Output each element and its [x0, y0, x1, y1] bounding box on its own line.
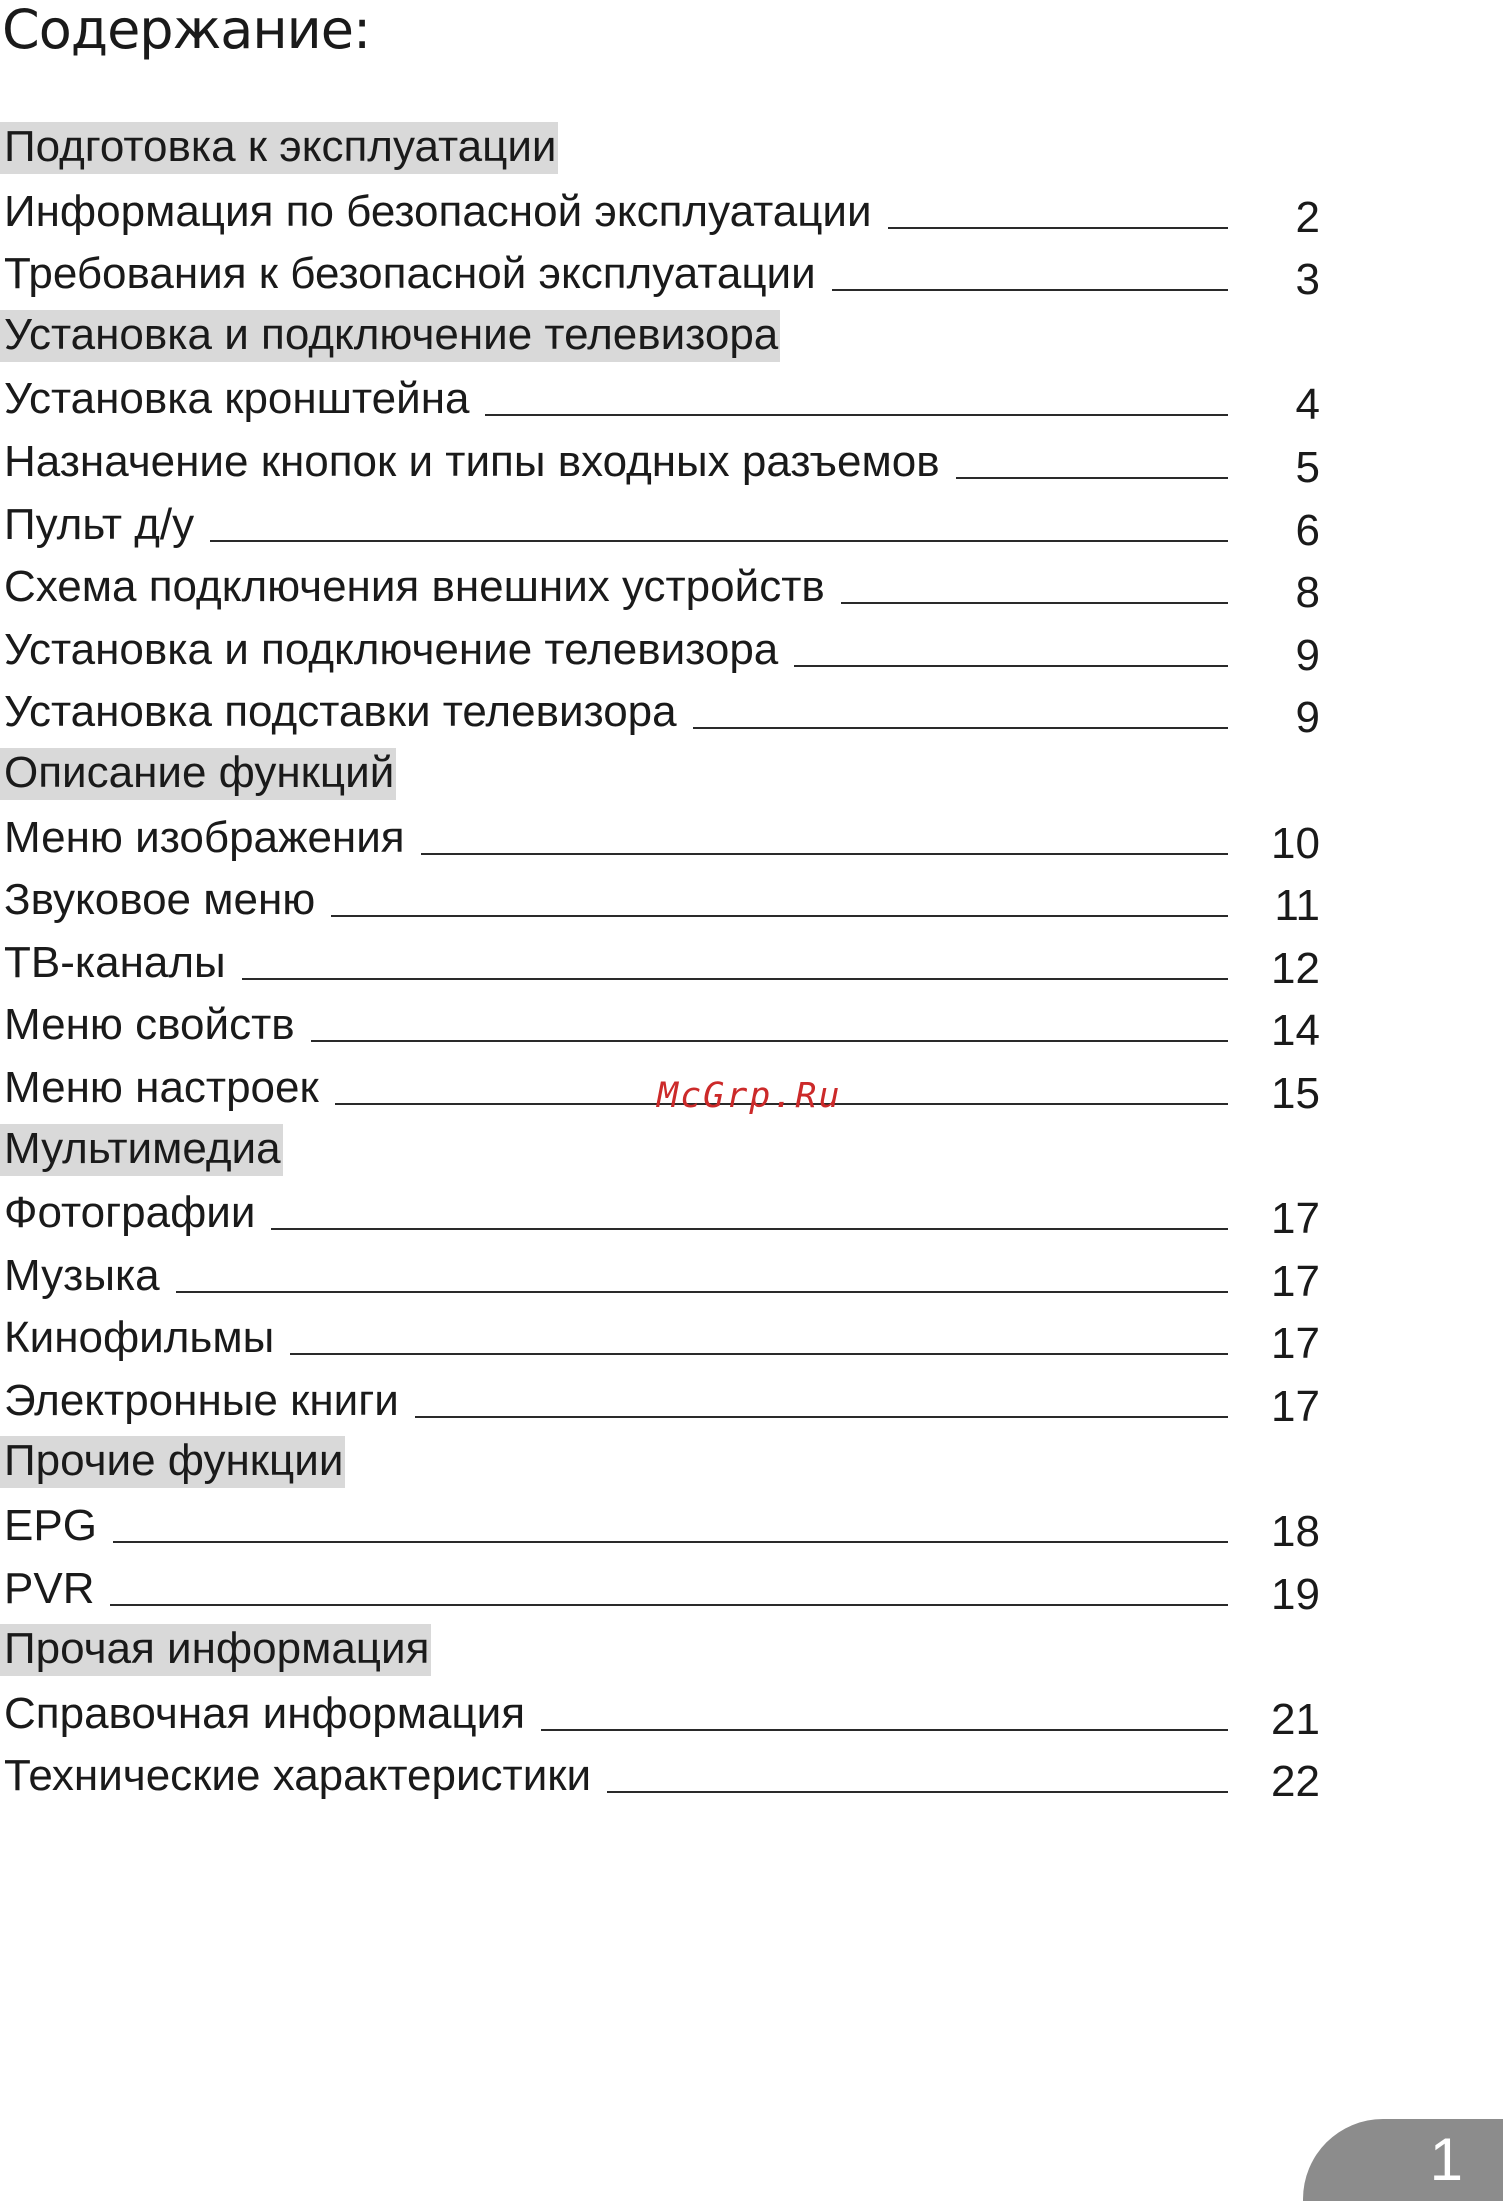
toc-section-row	[0, 1620, 1320, 1683]
table-of-contents	[0, 118, 1503, 1808]
toc-entry-page-number: 9	[1295, 630, 1320, 680]
toc-entry-label: Схема подключения внешних устройств	[4, 562, 825, 612]
toc-entry	[4, 1249, 1320, 1306]
toc-entry-page-number: 10	[1271, 818, 1320, 868]
toc-entry-row	[0, 932, 1320, 995]
toc-entry-label: Электронные книги	[4, 1375, 399, 1425]
toc-entry	[4, 560, 1320, 618]
toc-leader-line	[794, 665, 1228, 667]
toc-section-row	[0, 1120, 1320, 1183]
toc-entry	[4, 372, 1320, 430]
toc-leader-line	[607, 1791, 1228, 1793]
toc-entry	[4, 1749, 1320, 1807]
toc-entry	[4, 1687, 1320, 1744]
watermark: McGrp.Ru	[657, 1076, 842, 1116]
toc-leader-line	[421, 853, 1228, 855]
toc-entry-row	[0, 431, 1320, 494]
toc-entry-label: Меню изображения	[4, 812, 405, 862]
toc-section-row	[0, 1432, 1320, 1495]
page-number-tab	[1303, 2119, 1503, 2201]
toc-entry	[4, 498, 1320, 555]
toc-leader-line	[541, 1729, 1228, 1731]
toc-entry	[4, 1186, 1320, 1244]
toc-entry-label: Установка кронштейна	[4, 374, 470, 424]
toc-entry	[4, 1562, 1320, 1619]
toc-entry-label: Звуковое меню	[4, 875, 316, 925]
toc-entry-row	[0, 556, 1320, 619]
toc-entry-page-number: 17	[1271, 1256, 1320, 1306]
toc-entry-page-number: 9	[1295, 693, 1320, 743]
toc-leader-line	[841, 602, 1228, 604]
toc-leader-line	[888, 227, 1228, 229]
toc-entry	[4, 998, 1320, 1056]
toc-entry-row	[0, 368, 1320, 431]
toc-entry-label: Меню настроек	[4, 1062, 319, 1112]
toc-entry-row	[0, 994, 1320, 1057]
toc-entry	[4, 1311, 1320, 1369]
toc-entry-row	[0, 181, 1320, 244]
toc-entry-label: ТВ-каналы	[4, 937, 226, 987]
toc-entry-page-number: 17	[1271, 1381, 1320, 1431]
toc-entry-page-number: 11	[1274, 881, 1320, 931]
toc-entry-row	[0, 1307, 1320, 1370]
toc-entry-page-number: 4	[1295, 380, 1320, 430]
toc-entry-row	[0, 619, 1320, 682]
toc-entry-label: EPG	[4, 1501, 97, 1551]
toc-entry-row	[0, 681, 1320, 744]
toc-entry-label: Справочная информация	[4, 1688, 526, 1738]
toc-leader-line	[485, 414, 1228, 416]
toc-entry-row	[0, 1370, 1320, 1433]
toc-entry-label: Информация по безопасной эксплуатации	[4, 186, 872, 236]
toc-entry-row	[0, 1558, 1320, 1621]
toc-leader-line	[311, 1040, 1228, 1042]
toc-entry-page-number: 19	[1271, 1569, 1320, 1619]
toc-entry	[4, 685, 1320, 743]
toc-section-row	[0, 744, 1320, 807]
toc-leader-line	[210, 540, 1228, 542]
toc-entry-row	[0, 1245, 1320, 1308]
toc-entry-page-number: 2	[1295, 192, 1320, 242]
toc-entry-label: Установка подставки телевизора	[4, 687, 677, 737]
toc-entry-row	[0, 1495, 1320, 1558]
toc-entry-label: Требования к безопасной эксплуатации	[4, 249, 816, 299]
toc-leader-line	[113, 1541, 1228, 1543]
toc-entry-page-number: 6	[1295, 505, 1320, 555]
toc-entry-label: Меню свойств	[4, 1000, 295, 1050]
toc-entry-row	[0, 807, 1320, 870]
toc-leader-line	[176, 1291, 1228, 1293]
toc-entry-label: Пульт д/у	[4, 499, 195, 549]
toc-entry-row	[0, 1683, 1320, 1746]
toc-leader-line	[832, 289, 1228, 291]
toc-entry-page-number: 3	[1295, 255, 1320, 305]
page-title: Содержание:	[2, 0, 371, 61]
toc-leader-line	[956, 477, 1228, 479]
toc-entry	[4, 873, 1320, 931]
toc-section-heading: Мультимедиа	[0, 1124, 283, 1176]
toc-leader-line	[110, 1604, 1228, 1606]
toc-entry-row	[0, 869, 1320, 932]
toc-section-heading: Прочие функции	[0, 1436, 345, 1488]
toc-entry-page-number: 8	[1295, 568, 1320, 618]
toc-entry	[4, 936, 1320, 993]
toc-entry	[4, 435, 1320, 492]
toc-entry-label: Установка и подключение телевизора	[4, 624, 779, 674]
toc-entry-label: Назначение кнопок и типы входных разъемов	[4, 436, 940, 486]
page-number: 1	[1429, 2126, 1463, 2193]
toc-entry-label: Кинофильмы	[4, 1313, 275, 1363]
toc-leader-line	[693, 727, 1228, 729]
toc-section-heading: Прочая информация	[0, 1624, 431, 1676]
toc-leader-line	[271, 1228, 1228, 1230]
toc-entry-page-number: 12	[1271, 943, 1320, 993]
toc-entry-page-number: 22	[1271, 1757, 1320, 1807]
toc-entry-page-number: 21	[1271, 1694, 1320, 1744]
toc-entry	[4, 1374, 1320, 1431]
toc-leader-line	[290, 1353, 1228, 1355]
toc-entry-row	[0, 1745, 1320, 1808]
toc-section-row	[0, 118, 1320, 181]
toc-entry-page-number: 14	[1271, 1006, 1320, 1056]
toc-entry-label: PVR	[4, 1563, 95, 1613]
toc-entry	[4, 811, 1320, 868]
toc-entry	[4, 1499, 1320, 1557]
toc-entry-page-number: 5	[1295, 442, 1320, 492]
toc-section-heading: Подготовка к эксплуатации	[0, 122, 558, 174]
toc-entry-row	[0, 494, 1320, 557]
toc-entry-page-number: 17	[1271, 1319, 1320, 1369]
toc-leader-line	[331, 915, 1228, 917]
toc-entry-page-number: 17	[1271, 1194, 1320, 1244]
toc-section-heading: Установка и подключение телевизора	[0, 310, 780, 362]
toc-entry-page-number: 15	[1271, 1068, 1320, 1118]
toc-section-heading: Описание функций	[0, 748, 396, 800]
toc-entry-page-number: 18	[1271, 1507, 1320, 1557]
toc-section-row	[0, 306, 1320, 369]
toc-entry-row	[0, 1182, 1320, 1245]
toc-leader-line	[415, 1416, 1228, 1418]
toc-entry-row	[0, 243, 1320, 306]
toc-entry-label: Технические характеристики	[4, 1751, 592, 1801]
toc-entry	[4, 185, 1320, 242]
toc-entry-label: Фотографии	[4, 1188, 256, 1238]
toc-entry-label: Музыка	[4, 1250, 160, 1300]
toc-leader-line	[242, 978, 1228, 980]
toc-entry	[4, 623, 1320, 680]
toc-entry	[4, 247, 1320, 305]
